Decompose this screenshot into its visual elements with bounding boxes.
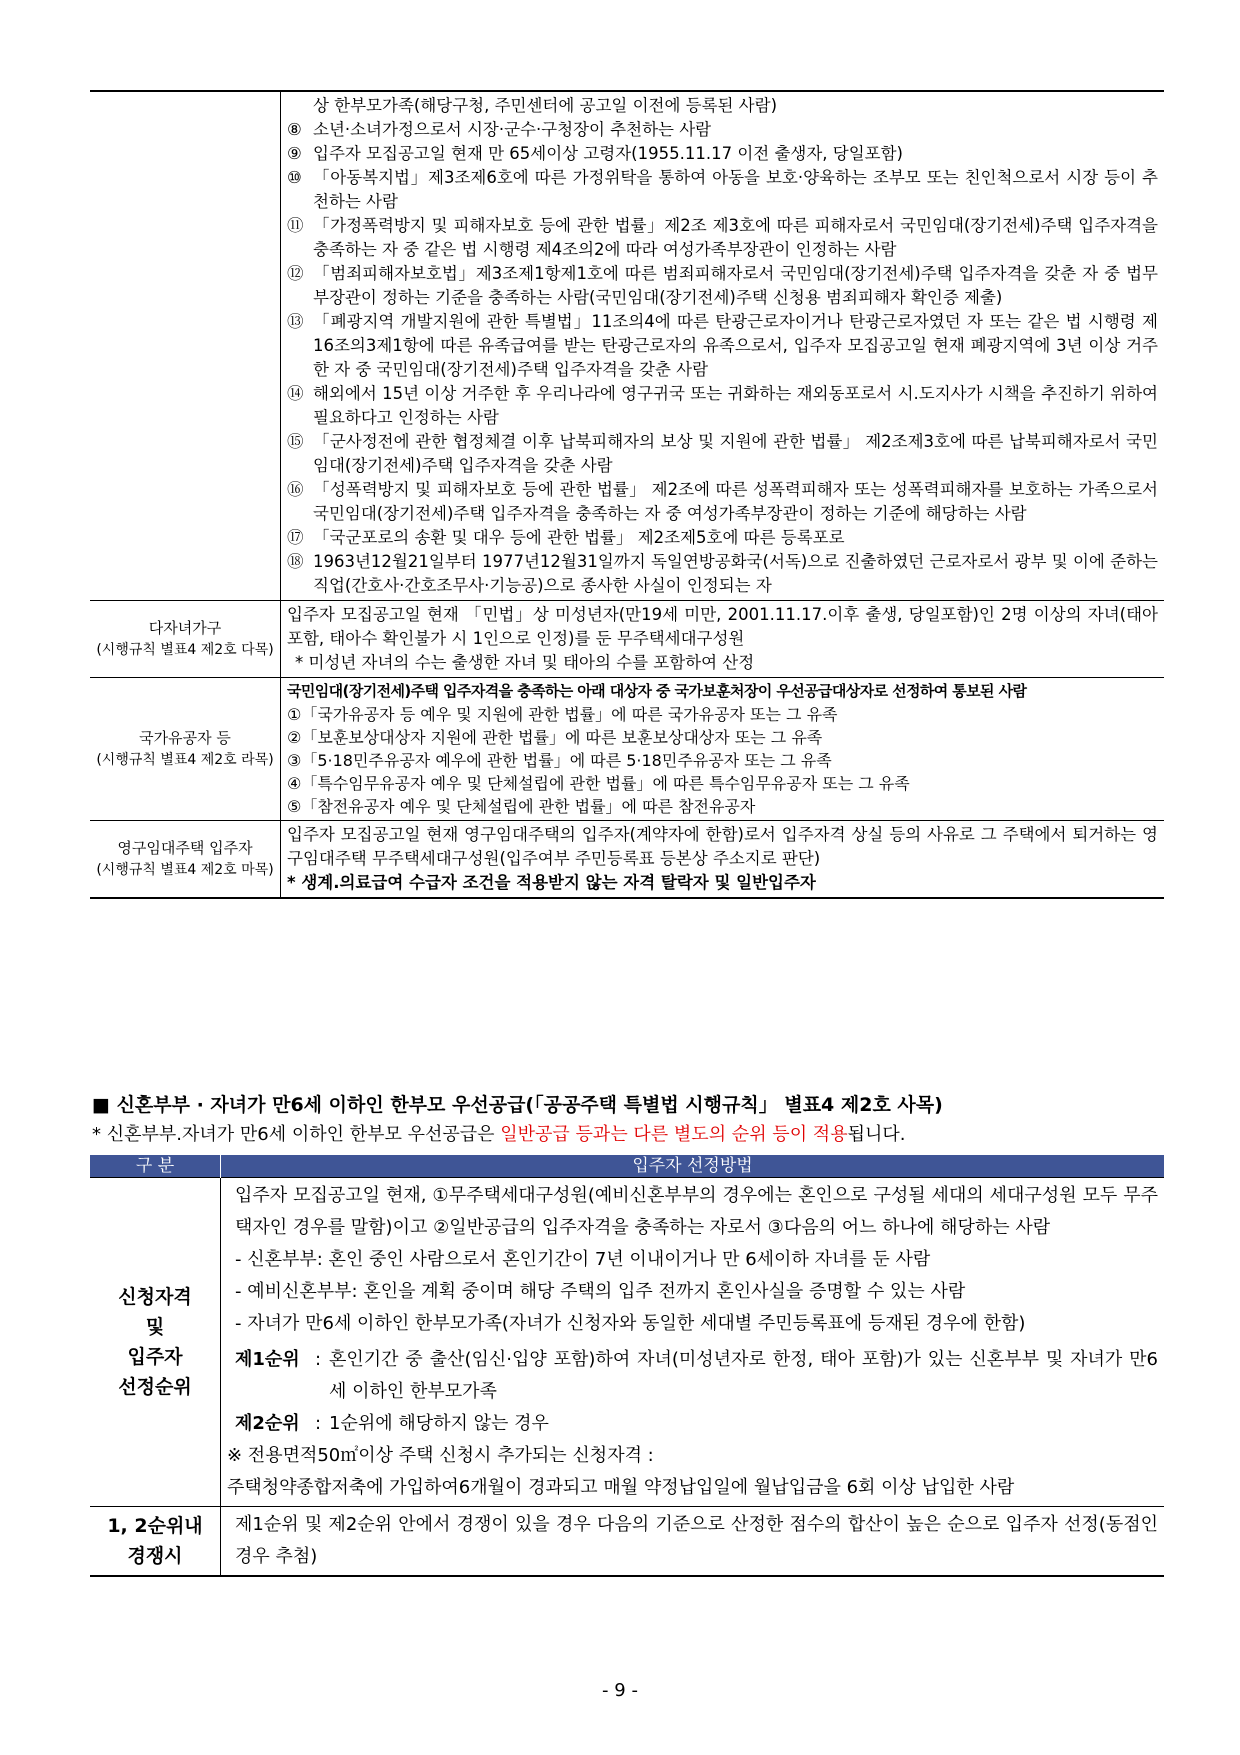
label-multi-child	[90, 601, 281, 678]
label-permanent-rental	[90, 821, 281, 899]
priority-supply-table	[90, 90, 1164, 899]
item-text: 「국군포로의 송환 및 대우 등에 관한 법률」 제2조제5호에 따른 등록포로	[313, 528, 845, 547]
label-line: 및	[145, 1316, 165, 1338]
item-text: 「범죄피해자보호법」제3조제1항제1호에 따른 범죄피해자로서 국민임대(장기전세)주택 입주자격을 갖춘 자 중 법무부장관이 정하는 기준을 충족하는 사람(국민임대(장기전세)주택 신청용 범죄피해자 확인증 제출)	[313, 264, 1158, 307]
permanent-rental-text: 입주자 모집공고일 현재 영구임대주택의 입주자(계약자에 한함)로서 입주자격 상실 등의 사유로 그 주택에서 퇴거하는 영구임대주택 무주택세대구성원(입주여부 주민등록표 등본상 주소지로 판단)	[287, 825, 1158, 868]
rank1-text: 혼인기간 중 출산(임신·입양 포함)하여 자녀(미성년자로 한정, 태아 포함)가 있는 신혼부부 및 자녀가 만6세 이하인 한부모가족	[329, 1349, 1158, 1402]
veteran-item: ③「5·18민주유공자 예우에 관한 법률」에 따른 5·18민주유공자 또는 그 유족	[287, 751, 832, 770]
section-note	[92, 1120, 905, 1146]
row-permanent-rental	[281, 821, 1165, 899]
multi-child-text: 입주자 모집공고일 현재 「민법」상 미성년자(만19세 미만, 2001.11.17.이후 출생, 당일포함)인 2명 이상의 자녀(태아포함, 태아수 확인불가 시 1인으로 인정)를 둔 무주택세대구성원	[287, 605, 1158, 648]
label-line: 신청자격	[118, 1286, 192, 1308]
eligibility-content	[221, 1178, 1165, 1507]
row-other-recipients	[281, 91, 1165, 601]
permanent-rental-note: * 생계.의료급여 수급자 조건을 적용받지 않는 자격 탈락자 및 일반입주자	[287, 873, 816, 892]
rank2: 제2순위 : 1순위에 해당하지 않는 경우	[227, 1408, 1158, 1440]
recipient-item	[287, 142, 1158, 166]
header-category: 구 분	[90, 1155, 221, 1178]
item-text: 1963년12월21일부터 1977년12월31일까지 독일연방공화국(서독)으로 진출하였던 근로자로서 광부 및 이에 준하는 직업(간호사·간호조무사·기능공)으로 종사한 사실이 인정되는 자	[313, 552, 1158, 595]
item-text: 상 한부모가족(해당구청, 주민센터에 공고일 이전에 등록된 사람)	[313, 96, 778, 115]
note-highlight: 일반공급 등과는 다른 별도의 순위 등이 적용	[500, 1124, 848, 1145]
veteran-item: ②「보훈보상대상자 지원에 관한 법률」에 따른 보훈보상대상자 또는 그 유족	[287, 728, 823, 747]
item-number	[287, 94, 313, 118]
rank2-text: 1순위에 해당하지 않는 경우	[329, 1413, 549, 1434]
recipient-item	[287, 262, 1158, 310]
item-text: 「성폭력방지 및 피해자보호 등에 관한 법률」 제2조에 따른 성폭력피해자 또는 성폭력피해자를 보호하는 가족으로서 국민임대(장기전세)주택 입주자격을 충족하는 자 중 여성가족부장관이 정하는 기준에 해당하는 사람	[313, 480, 1158, 523]
item-number: ⑧	[287, 120, 302, 139]
item-text: 「가정폭력방지 및 피해자보호 등에 관한 법률」제2조 제3호에 따른 피해자로서 국민임대(장기전세)주택 입주자격을 충족하는 자 중 같은 법 시행령 제4조의2에 따라 여성가족부장관이 인정하는 사람	[313, 216, 1158, 259]
recipient-item	[287, 478, 1158, 526]
veterans-intro: 국민임대(장기전세)주택 입주자격을 충족하는 아래 대상자 중 국가보훈처장이 우선공급대상자로 선정하여 통보된 사람	[287, 682, 1027, 700]
item-text: 「아동복지법」제3조제6호에 따른 가정위탁을 통하여 아동을 보호·양육하는 조부모 또는 친인척으로서 시장 등이 추천하는 사람	[313, 168, 1158, 211]
recipient-item	[287, 166, 1158, 214]
section-title: ■ 신혼부부 · 자녀가 만6세 이하인 한부모 우선공급(「공공주택 특별법 시행규칙」 별표4 제2호 사목)	[92, 1094, 943, 1116]
recipient-item	[287, 382, 1158, 430]
recipient-item	[287, 310, 1158, 382]
label-text: 다자녀가구	[148, 619, 222, 637]
recipient-item	[287, 94, 1158, 118]
label-sub: (시행규칙 별표4 제2호 라목)	[96, 752, 274, 768]
bullet-prospective: - 예비신혼부부: 혼인을 계획 중이며 해당 주택의 입주 전까지 혼인사실을 증명할 수 있는 사람	[235, 1281, 966, 1302]
row-multi-child	[281, 601, 1165, 678]
note-text: * 신혼부부.자녀가 만6세 이하인 한부모 우선공급은	[92, 1124, 501, 1145]
label-sub: (시행규칙 별표4 제2호 다목)	[96, 642, 274, 658]
recipient-item	[287, 214, 1158, 262]
bullet-single-parent: - 자녀가 만6세 이하인 한부모가족(자녀가 신청자와 동일한 세대별 주민등록표에 등재된 경우에 한함)	[235, 1313, 1026, 1334]
rank2-label: 제2순위	[235, 1413, 300, 1434]
rank1-label: 제1순위	[235, 1349, 300, 1370]
label-eligibility	[90, 1178, 221, 1507]
item-number: ⑨	[287, 144, 302, 163]
recipient-item	[287, 430, 1158, 478]
label-line: 입주자	[127, 1346, 183, 1368]
recipient-item	[287, 550, 1158, 598]
recipient-list	[287, 94, 1158, 598]
row-veterans	[281, 678, 1165, 821]
label-line: 선정순위	[118, 1376, 192, 1398]
item-number: ⑫	[287, 264, 304, 283]
newlywed-table	[90, 1155, 1164, 1577]
eligibility-intro: 입주자 모집공고일 현재, ①무주택세대구성원(예비신혼부부의 경우에는 혼인으로 구성될 세대의 세대구성원 모두 무주택자인 경우를 말함)이고 ②일반공급의 입주자격을 충족하는 자로서 ③다음의 어느 하나에 해당하는 사람	[235, 1185, 1158, 1238]
extra-title: ※ 전용면적50㎡이상 주택 신청시 추가되는 신청자격 :	[227, 1445, 654, 1466]
multi-child-note: * 미성년 자녀의 수는 출생한 자녀 및 태아의 수를 포함하여 산정	[295, 653, 755, 672]
label-competition	[90, 1507, 221, 1577]
item-number: ⑬	[287, 312, 304, 331]
veterans-list	[287, 703, 1158, 818]
item-text: 「폐광지역 개발지원에 관한 특별법」11조의4에 따른 탄광근로자이거나 탄광근로자였던 자 또는 같은 법 시행령 제16조의3제1항에 따른 유족급여를 받는 탄광근로자의 유족으로서, 입주자 모집공고일 현재 폐광지역에 3년 이상 거주한 자 중 국민임대(장기전세)주택 입주자격을 갖춘 사람	[313, 312, 1158, 379]
veteran-item: ④「특수임무유공자 예우 및 단체설립에 관한 법률」에 따른 특수임무유공자 또는 그 유족	[287, 774, 910, 793]
item-text: 「군사정전에 관한 협정체결 이후 납북피해자의 보상 및 지원에 관한 법률」 제2조제3호에 따른 납북피해자로서 국민임대(장기전세)주택 입주자격을 갖춘 사람	[313, 432, 1158, 475]
label-sub: (시행규칙 별표4 제2호 마목)	[96, 862, 274, 878]
extra-text: 주택청약종합저축에 가입하여6개월이 경과되고 매월 약정납입일에 월납입금을 6회 이상 납입한 사람	[227, 1477, 1015, 1498]
item-text: 소년·소녀가정으로서 시장·군수·구청장이 추천하는 사람	[313, 120, 712, 139]
label-line: 경쟁시	[127, 1545, 183, 1567]
empty-label-cell	[90, 91, 281, 601]
bullet-newlywed: - 신혼부부: 혼인 중인 사람으로서 혼인기간이 7년 이내이거나 만 6세이하 자녀를 둔 사람	[235, 1249, 931, 1270]
item-text: 해외에서 15년 이상 거주한 후 우리나라에 영구귀국 또는 귀화하는 재외동포로서 시.도지사가 시책을 추진하기 위하여 필요하다고 인정하는 사람	[313, 384, 1158, 427]
item-number: ⑮	[287, 432, 304, 451]
label-text: 영구임대주택 입주자	[117, 839, 253, 857]
rank1: 제1순위 : 혼인기간 중 출산(임신·입양 포함)하여 자녀(미성년자로 한정, 태아 포함)가 있는 신혼부부 및 자녀가 만6세 이하인 한부모가족	[227, 1344, 1158, 1408]
item-number: ⑩	[287, 168, 302, 187]
recipient-item	[287, 118, 1158, 142]
item-number: ⑭	[287, 384, 304, 403]
page-number: - 9 -	[602, 1680, 638, 1701]
veteran-item: ⑤「참전유공자 예우 및 단체설립에 관한 법률」에 따른 참전유공자	[287, 797, 756, 816]
competition-content	[221, 1507, 1165, 1577]
item-text: 입주자 모집공고일 현재 만 65세이상 고령자(1955.11.17 이전 출생자, 당일포함)	[313, 144, 903, 163]
header-method: 입주자 선정방법	[221, 1155, 1165, 1178]
veteran-item: ①「국가유공자 등 예우 및 지원에 관한 법률」에 따른 국가유공자 또는 그 유족	[287, 705, 838, 724]
label-line: 1, 2순위내	[107, 1515, 203, 1537]
item-number: ⑪	[287, 216, 304, 235]
item-number: ⑯	[287, 480, 304, 499]
label-veterans	[90, 678, 281, 821]
item-number: ⑱	[287, 552, 304, 571]
recipient-item	[287, 526, 1158, 550]
competition-text: 제1순위 및 제2순위 안에서 경쟁이 있을 경우 다음의 기준으로 산정한 점수의 합산이 높은 순으로 입주자 선정(동점인 경우 추첨)	[235, 1514, 1158, 1567]
item-number: ⑰	[287, 528, 304, 547]
note-text-end: 됩니다.	[847, 1124, 906, 1145]
label-text: 국가유공자 등	[139, 729, 231, 747]
